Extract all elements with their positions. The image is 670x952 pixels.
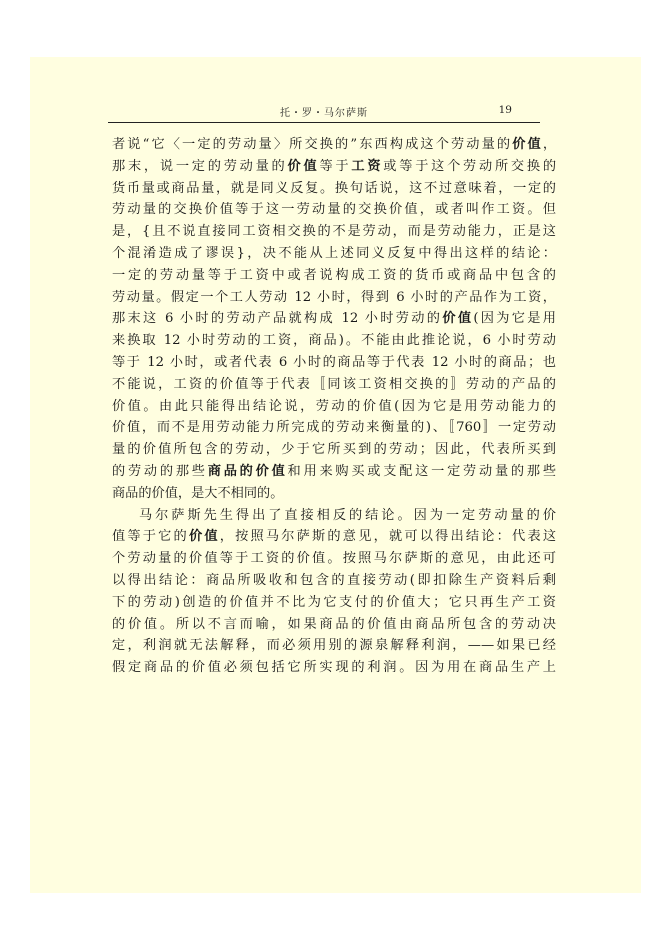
text-line — [112, 287, 556, 309]
text-segment: 价值，而不是用劳动能力所完成的劳动来衡量的)、〚760〛一定劳动 — [112, 420, 556, 436]
body-text — [112, 134, 556, 679]
text-segment: 马尔萨斯先生得出了直接相反的结论。因为一定劳动量的价 — [139, 507, 556, 523]
text-segment: 下的劳动)创造的价值并不比为它支付的价值大；它只再生产工资 — [112, 594, 556, 610]
emphasis-text: 工资 — [351, 158, 384, 174]
text-segment: ， — [542, 137, 556, 152]
text-segment: 和用来购买或支配这一定劳动量的那些 — [287, 463, 556, 479]
text-line — [112, 505, 556, 527]
text-line — [112, 570, 556, 592]
text-segment: 来换取 12 小时劳动的工资，商品)。不能由此推论说，6 小时劳动 — [112, 333, 556, 349]
text-line — [112, 265, 556, 287]
text-segment: 是，{且不说直接同工资相交换的不是劳动，而是劳动能力，正是这 — [112, 224, 556, 240]
text-segment: 假定商品的价值必须包括它所实现的利润。因为用在商品生产上 — [112, 660, 556, 676]
text-line — [112, 483, 556, 505]
text-line — [112, 548, 556, 570]
text-line — [112, 396, 556, 418]
text-segment: 者说“它〈一定的劳动量〉所交换的”东西构成这个劳动量的 — [112, 137, 513, 152]
text-segment: 货币量或商品量，就是同义反复。换句话说，这不过意味着，一定的 — [112, 180, 556, 196]
text-segment: 个劳动量的价值等于工资的价值。按照马尔萨斯的意见，由此还可 — [112, 551, 556, 567]
emphasis-text: 价值 — [188, 529, 220, 545]
text-segment: 不能说，工资的价值等于代表〚同该工资相交换的〛劳动的产品的 — [112, 376, 556, 392]
text-segment: 商品的价值，是大不相同的。 — [112, 485, 284, 501]
emphasis-text: 价值 — [442, 311, 474, 327]
text-segment: 一定的劳动量等于工资中或者说构成工资的货币或商品中包含的 — [112, 267, 556, 283]
text-line — [112, 657, 556, 679]
text-segment: (因为它是用 — [473, 311, 556, 327]
text-segment: 的价值。所以不言而喻，如果商品的价值由商品所包含的劳动决 — [112, 616, 556, 632]
text-line — [112, 439, 556, 461]
text-segment: 个混淆造成了谬误}，决不能从上述同义反复中得出这样的结论： — [112, 245, 556, 261]
text-line — [112, 526, 556, 548]
text-line — [112, 592, 556, 614]
text-segment: 价值。由此只能得出结论说，劳动的价值(因为它是用劳动能力的 — [112, 398, 556, 414]
text-line — [112, 134, 556, 156]
text-line — [112, 199, 556, 221]
text-segment: 或等于这个劳动所交换的 — [383, 158, 556, 174]
text-segment: 量的价值所包含的劳动，少于它所买到的劳动；因此，代表所买到 — [112, 442, 556, 458]
emphasis-text: 商品的价值 — [207, 463, 288, 479]
text-line — [112, 374, 556, 396]
text-line — [112, 461, 556, 483]
text-line — [112, 352, 556, 374]
text-segment: 那末这 6 小时的劳动产品就构成 12 小时劳动的 — [112, 311, 443, 327]
text-line — [112, 614, 556, 636]
page-number: 19 — [498, 104, 512, 116]
text-line — [112, 417, 556, 439]
running-title: 托・罗・马尔萨斯 — [280, 108, 368, 119]
text-line — [112, 635, 556, 657]
text-segment: 值等于它的 — [112, 529, 189, 545]
emphasis-text: 价值 — [512, 137, 543, 152]
text-segment: 劳动量的交换价值等于这一劳动量的交换价值，或者叫作工资。但 — [112, 202, 556, 218]
text-line — [112, 243, 556, 265]
text-segment: 定，利润就无法解释，而必须用别的源泉解释利润，——如果已经 — [112, 638, 556, 654]
text-segment: ，按照马尔萨斯的意见，就可以得出结论：代表这 — [219, 529, 556, 545]
text-line — [112, 308, 556, 330]
text-segment: 以得出结论：商品所吸收和包含的直接劳动(即扣除生产资料后剩 — [112, 572, 556, 588]
text-segment: 等于 — [319, 158, 352, 174]
emphasis-text: 价值 — [287, 158, 320, 174]
text-line — [112, 330, 556, 352]
text-line — [112, 178, 556, 200]
running-header — [108, 104, 540, 123]
text-segment: 劳动量。假定一个工人劳动 12 小时，得到 6 小时的产品作为工资， — [112, 289, 556, 305]
text-segment: 的劳动的那些 — [112, 463, 208, 479]
text-segment: 等于 12 小时，或者代表 6 小时的商品等于代表 12 小时的商品；也 — [112, 354, 556, 370]
text-line — [112, 221, 556, 243]
text-line — [112, 156, 556, 178]
text-segment: 那末，说一定的劳动量的 — [112, 158, 288, 174]
